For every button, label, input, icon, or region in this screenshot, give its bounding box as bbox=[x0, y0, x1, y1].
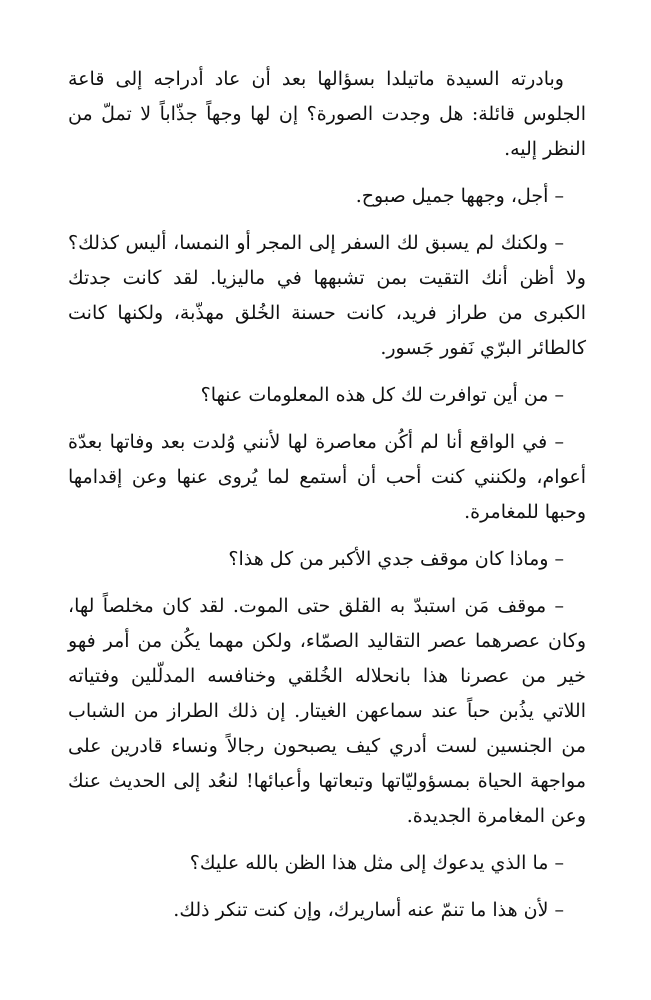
paragraph-5: – في الواقع أنا لم أكُن معاصرة لها لأنني وُلدت بعد وفاتها بعدّة أعوام، ولكنني كنت أحب أن أستمع لما يُروى عنها وعن إقدامها وحبها للمغامرة. bbox=[68, 431, 586, 523]
paragraph-1: وبادرته السيدة ماتيلدا بسؤالها بعد أن عاد أدراجه إلى قاعة الجلوس قائلة: هل وجدت الصورة؟ إن لها وجهاً جذّاباً لا تملّ من النظر إليه. bbox=[68, 68, 586, 160]
paragraph-9: – لأن هذا ما تنمّ عنه أساريرك، وإن كنت تنكر ذلك. bbox=[173, 899, 564, 921]
paragraph-7: – موقف مَن استبدّ به القلق حتى الموت. لقد كان مخلصاً لها، وكان عصرهما عصر التقاليد الصمّاء، ولكن مهما يكُن من أمر فهو خير من عصرنا هذا بانحلاله الخُلقي وخنافسه المدلّلين وفتياته اللاتي يذُبن حباً عند سماعهن الغيتار. إن ذلك الطراز من الشباب من الجنسين لست أدري كيف يصبحون رجالاً ونساء قادرين على مواجهة الحياة بمسؤوليّاتها وتبعاتها وأعبائها! لنعُد إلى الحديث عنك وعن المغامرة الجديدة. bbox=[68, 595, 586, 827]
paragraph-2: – أجل، وجهها جميل صبوح. bbox=[355, 185, 564, 207]
paragraph-4: – من أين توافرت لك كل هذه المعلومات عنها؟ bbox=[200, 384, 564, 406]
paragraph-6: – وماذا كان موقف جدي الأكبر من كل هذا؟ bbox=[228, 548, 564, 570]
paragraph-3: – ولكنك لم يسبق لك السفر إلى المجر أو النمسا، أليس كذلك؟ ولا أظن أنك التقيت بمن تشبهها في ماليزيا. لقد كانت جدتك الكبرى من طراز فريد، كانت حسنة الخُلق مهذّبة، ولكنها كانت كالطائر البرّي نَفور جَسور. bbox=[68, 232, 586, 359]
page-text bbox=[68, 62, 586, 940]
paragraph-8: – ما الذي يدعوك إلى مثل هذا الظن بالله عليك؟ bbox=[189, 852, 564, 874]
